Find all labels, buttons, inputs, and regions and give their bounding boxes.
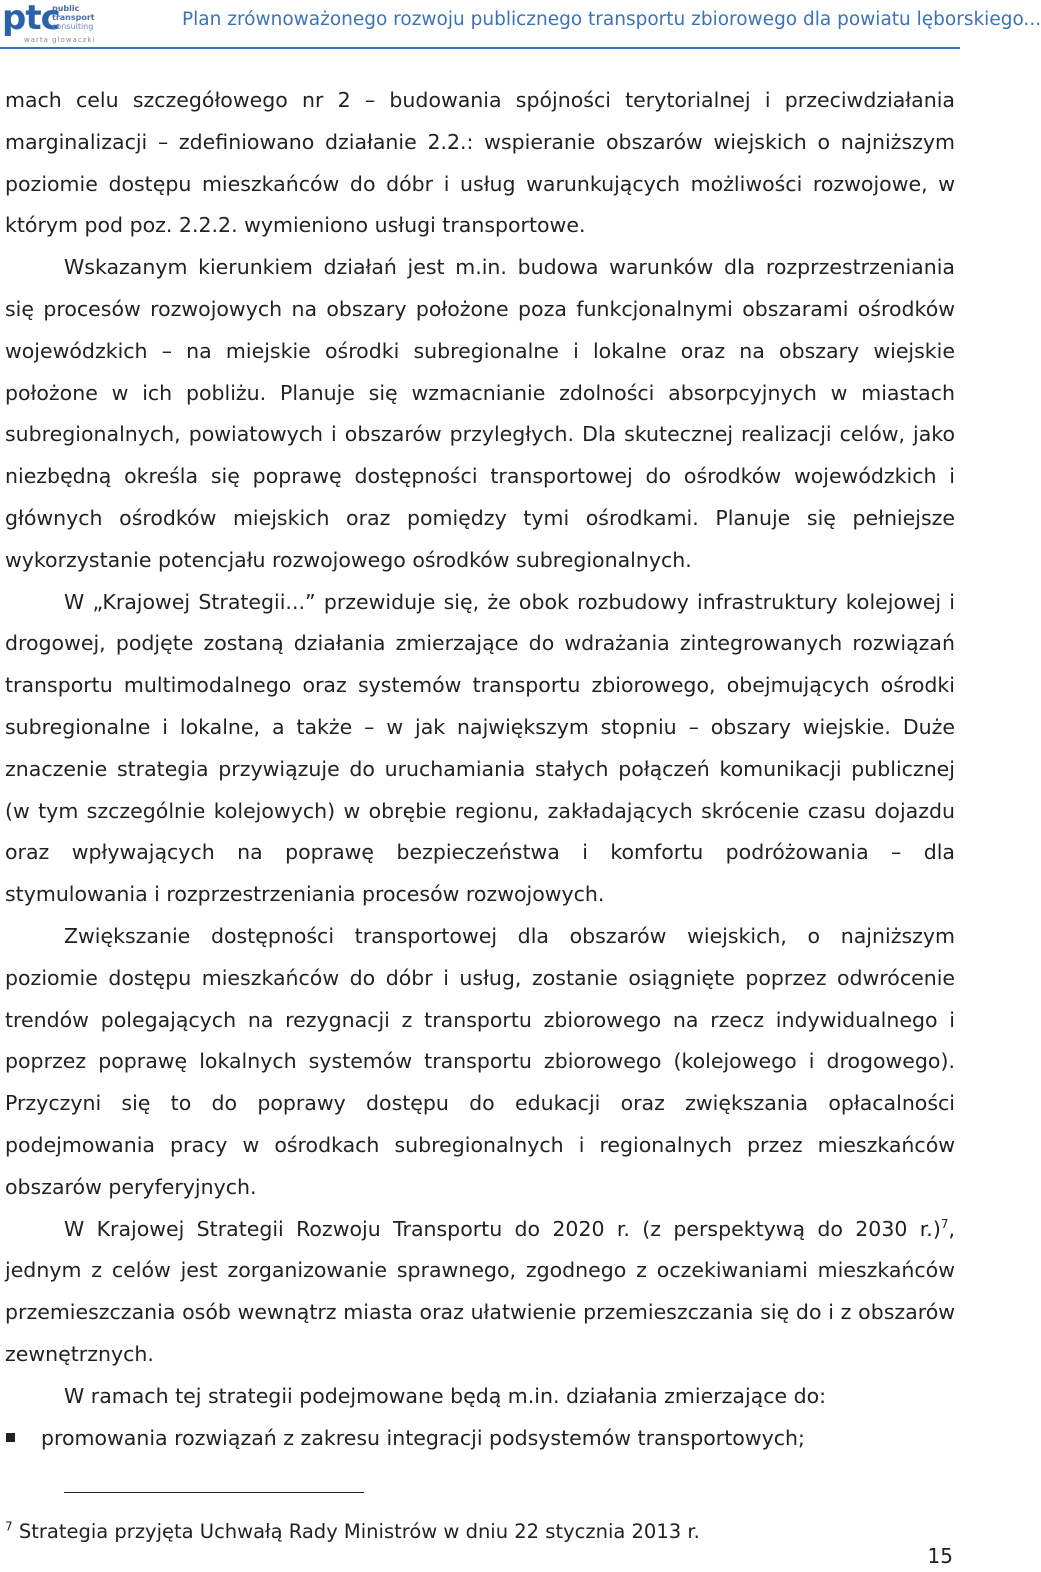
paragraph-5-text-end: , jednym z celów jest zorganizowanie sprawnego, zgodnego z oczekiwaniami mieszkańców przemieszczania osób wewnątrz miasta oraz ułatwienie przemieszczania się do i z obszarów zewnętrznych.	[5, 1216, 955, 1366]
paragraph-5	[5, 1209, 955, 1376]
footnote-reference: 7	[940, 1216, 949, 1231]
page-header	[0, 0, 1041, 48]
logo-subtext: warta glowaczki	[24, 36, 96, 44]
document-body	[5, 80, 955, 1459]
ptc-logo	[2, 2, 102, 42]
list-item-text: promowania rozwiązań z zakresu integracji podsystemów transportowych;	[41, 1425, 805, 1450]
footnote-separator	[64, 1492, 364, 1493]
logo-tag-public: public	[52, 4, 80, 13]
list-item	[5, 1418, 955, 1460]
logo-tag-consulting: consulting	[52, 22, 94, 31]
footnote-text: Strategia przyjęta Uchwałą Rady Ministrów w dniu 22 stycznia 2013 r.	[18, 1520, 700, 1543]
paragraph-6: W ramach tej strategii podejmowane będą m.in. działania zmierzające do:	[64, 1383, 827, 1408]
paragraph-1: mach celu szczegółowego nr 2 – budowania spójności terytorialnej i przeciwdziałania marginalizacji – zdefiniowano działanie 2.2.: wspieranie obszarów wiejskich o najniższym poziomie dostępu mieszkańców do dóbr i usług warunkujących możliwości rozwojowe, w którym pod poz. 2.2.2. wymieniono usługi transportowe.	[5, 88, 955, 238]
logo-mark: ptc	[2, 0, 60, 38]
document-header-title: Plan zrównoważonego rozwoju publicznego transportu zbiorowego dla powiatu lęborskiego...	[182, 9, 1041, 30]
logo-tag-transport: transport	[52, 13, 95, 22]
paragraph-2: Wskazanym kierunkiem działań jest m.in. budowa warunków dla rozprzestrzeniania się procesów rozwojowych na obszary położone poza funkcjonalnymi obszarami ośrodków wojewódzkich – na miejskie ośrodki subregionalne i lokalne oraz na obszary wiejskie położone w ich pobliżu. Planuje się wzmacnianie zdolności absorpcyjnych w miastach subregionalnych, powiatowych i obszarów przyległych. Dla skutecznej realizacji celów, jako niezbędną określa się poprawę dostępności transportowej do ośrodków wojewódzkich i głównych ośrodków miejskich oraz pomiędzy tymi ośrodkami. Planuje się pełniejsze wykorzystanie potencjału rozwojowego ośrodków subregionalnych.	[5, 255, 955, 572]
paragraph-4: Zwiększanie dostępności transportowej dla obszarów wiejskich, o najniższym poziomie dostępu mieszkańców do dóbr i usług, zostanie osiągnięte poprzez odwrócenie trendów polegających na rezygnacji z transportu zbiorowego na rzecz indywidualnego i poprzez poprawę lokalnych systemów transportu zbiorowego (kolejowego i drogowego). Przyczyni się to do poprawy dostępu do edukacji oraz zwiększania opłacalności podejmowania pracy w ośrodkach subregionalnych i regionalnych przez mieszkańców obszarów peryferyjnych.	[5, 923, 955, 1199]
header-divider	[0, 47, 960, 49]
paragraph-5-text-start: W Krajowej Strategii Rozwoju Transportu do 2020 r. (z perspektywą do 2030 r.)	[64, 1216, 941, 1241]
square-bullet-icon	[5, 1418, 41, 1460]
footnote-number: 7	[5, 1519, 13, 1534]
paragraph-3: W „Krajowej Strategii...” przewiduje się, że obok rozbudowy infrastruktury kolejowej i drogowej, podjęte zostaną działania zmierzające do wdrażania zintegrowanych rozwiązań transportu multimodalnego oraz systemów transportu zbiorowego, obejmujących ośrodki subregionalne i lokalne, a także – w jak największym stopniu – obszary wiejskie. Duże znaczenie strategia przywiązuje do uruchamiania stałych połączeń komunikacji publicznej (w tym szczególnie kolejowych) w obrębie regionu, zakładających skrócenie czasu dojazdu oraz wpływających na poprawę bezpieczeństwa i komfortu podróżowania – dla stymulowania i rozprzestrzeniania procesów rozwojowych.	[5, 589, 955, 907]
footnote	[5, 1518, 700, 1546]
page-number: 15	[927, 1544, 953, 1568]
